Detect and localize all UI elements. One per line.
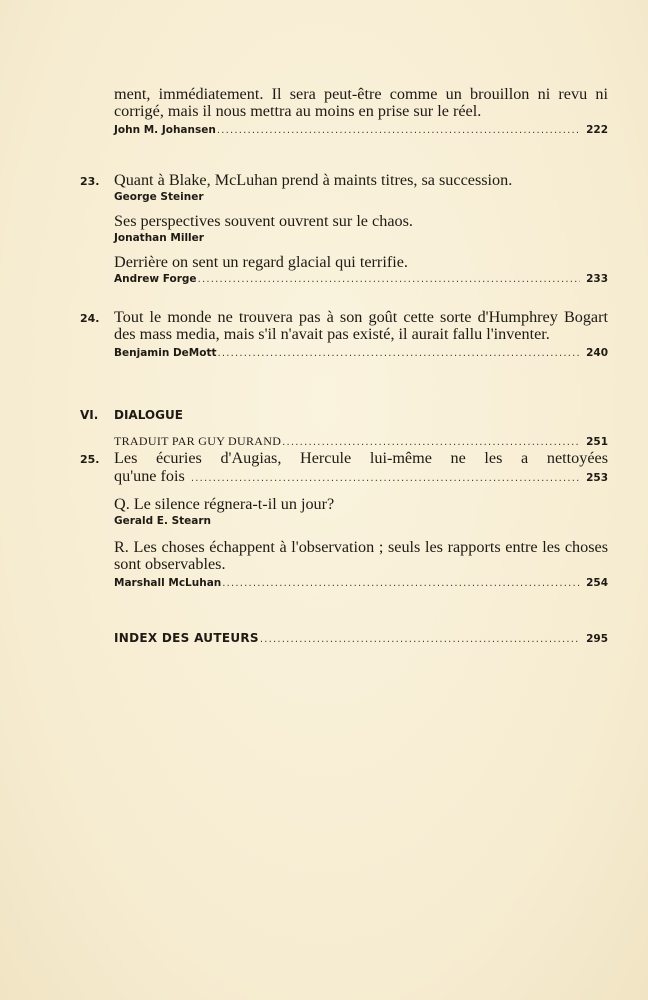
translator-line (80, 430, 608, 448)
dot-leader (191, 473, 580, 484)
section-number: VI. (80, 408, 99, 422)
entry-author: Benjamin DeMott (114, 347, 217, 359)
entry-author: John M. Johansen (114, 124, 216, 136)
author-line (114, 124, 608, 138)
entry-quote: Derrière on sent un regard glacial qui terrifie. (114, 253, 408, 271)
section-title: DIALOGUE (114, 408, 183, 422)
dot-leader (260, 634, 580, 645)
toc-entry-23 (80, 172, 608, 287)
entry-page-number: 240 (586, 347, 608, 359)
index-entry (80, 627, 608, 645)
author-line (114, 273, 608, 287)
entry-quote-end: qu'une fois (114, 467, 185, 485)
entry-quote-line-2 (114, 467, 608, 486)
dot-leader (217, 125, 580, 136)
index-page-number: 295 (586, 633, 608, 645)
entry-number: 23. (80, 175, 100, 188)
dot-leader (198, 274, 580, 285)
entry-quote: ment, immédiatement. Il sera peut-être comme un brouillon ni revu ni corrigé, mais il nous mettra au moins en prise sur le réel. (114, 85, 608, 120)
entry-number: 25. (80, 453, 100, 466)
entry-quote: Tout le monde ne trouvera pas à son goût cette sorte d'Humphrey Bogart des mass media, mais s'il n'avait pas existé, il aurait fallu l'inventer. (114, 308, 608, 343)
author-line (114, 191, 608, 205)
entry-author: Andrew Forge (114, 273, 197, 285)
author-line (114, 515, 608, 529)
dot-leader (282, 437, 580, 448)
author-line (114, 631, 608, 645)
entry-quote-line-1: Les écuries d'Augias, Hercule lui-même ne les a nettoyées (114, 449, 608, 467)
author-line (114, 232, 608, 246)
translator-credit: TRADUIT PAR GUY DURAND (114, 434, 282, 448)
entry-quote: Quant à Blake, McLuhan prend à maints titres, sa succession. (114, 171, 513, 189)
translator-page-number: 251 (586, 436, 608, 448)
entry-number: 24. (80, 312, 100, 325)
question-text: Q. Le silence régnera-t-il un jour? (114, 495, 335, 513)
author-line (114, 347, 608, 361)
author-line (114, 434, 608, 448)
index-title: INDEX DES AUTEURS (114, 631, 259, 645)
entry-quote: Ses perspectives souvent ouvrent sur le chaos. (114, 212, 413, 230)
toc-entry-24 (80, 309, 608, 361)
dot-leader (222, 578, 580, 589)
entry-page-number: 253 (586, 472, 608, 484)
toc-entry-continued (80, 86, 608, 138)
entry-author: Gerald E. Stearn (114, 515, 212, 527)
entry-author: Jonathan Miller (114, 232, 204, 244)
entry-page-number: 233 (586, 273, 608, 285)
toc-entry-25 (80, 450, 608, 591)
entry-author: Marshall McLuhan (114, 577, 222, 589)
entry-author: George Steiner (114, 191, 204, 203)
dot-leader (218, 348, 581, 359)
entry-page-number: 254 (586, 577, 608, 589)
answer-text: R. Les choses échappent à l'observation ; seuls les rapports entre les choses sont observables. (114, 538, 608, 573)
entry-page-number: 222 (586, 124, 608, 136)
author-line (114, 577, 608, 591)
